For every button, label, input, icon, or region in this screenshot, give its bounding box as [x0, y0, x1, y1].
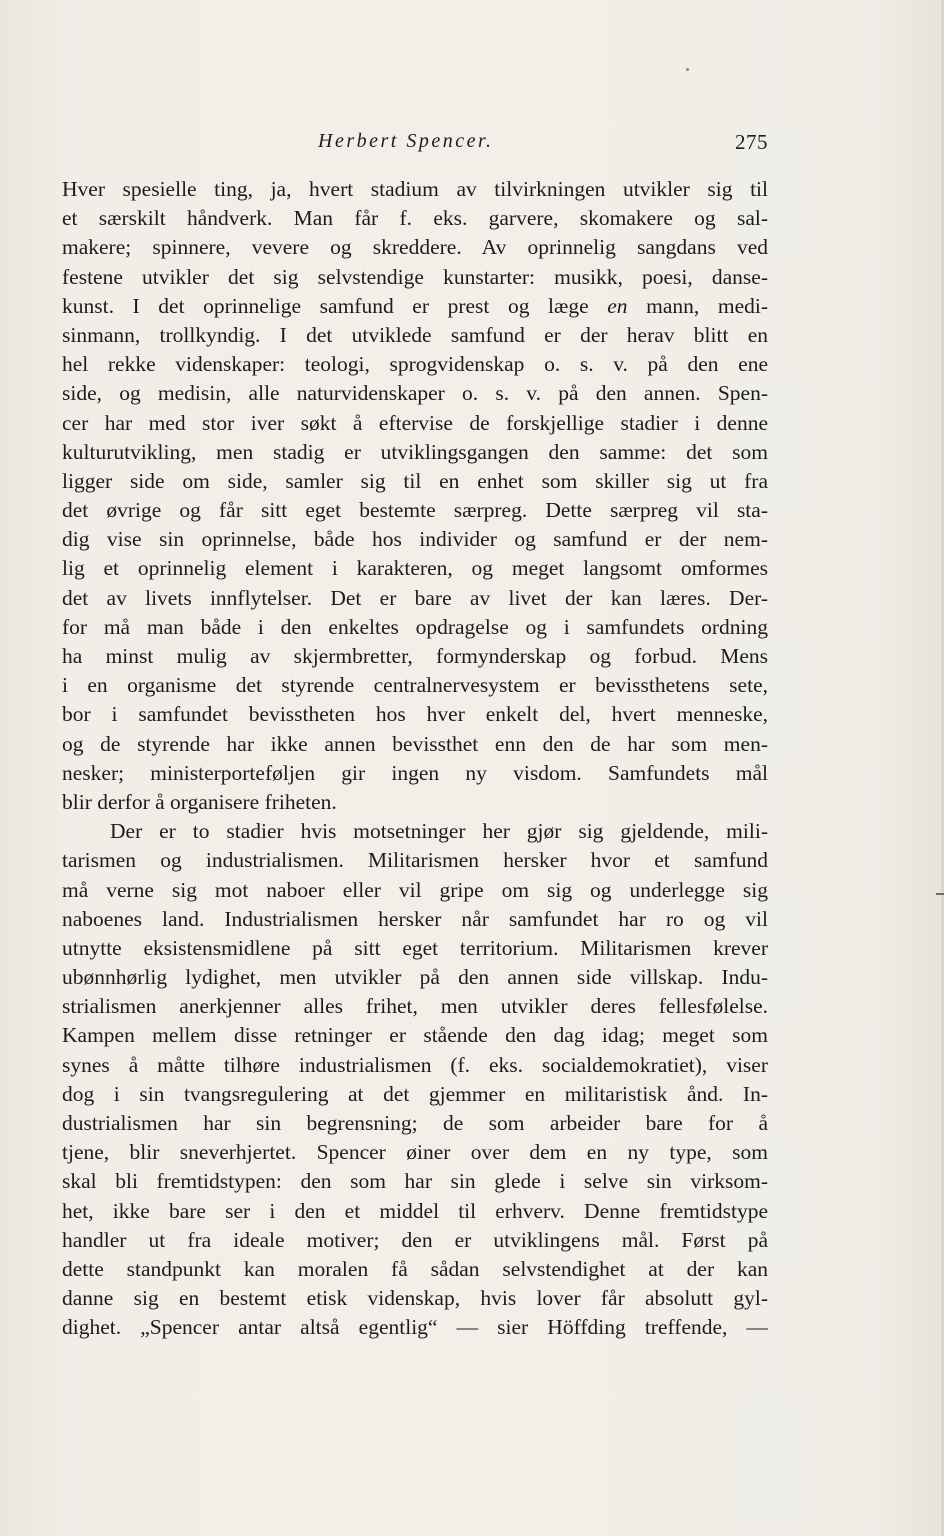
- text-line: strialismen anerkjenner alles frihet, men utvikler deres fellesfølelse.: [62, 994, 768, 1019]
- text-line: nesker; ministerporteføljen gir ingen ny visdom. Samfundets mål: [62, 760, 768, 785]
- text-line: for må man både i den enkeltes opdragelse og i samfundets ordning: [62, 614, 768, 639]
- text-line: Kampen mellem disse retninger er stående den dag idag; meget som: [62, 1023, 768, 1048]
- page-header: [62, 130, 768, 160]
- text-line: må verne sig mot naboer eller vil gripe om sig og underlegge sig: [62, 877, 768, 902]
- text-line: dighet. „Spencer antar altså egentlig“ — sier Höffding treffende, —: [62, 1315, 768, 1340]
- print-speck: [686, 68, 689, 71]
- text-line: et særskilt håndverk. Man får f. eks. garvere, skomakere og sal-: [62, 206, 768, 231]
- text-line: cer har med stor iver søkt å eftervise de forskjellige stadier i denne: [62, 410, 768, 435]
- text-line: Hver spesielle ting, ja, hvert stadium av tilvirkningen utvikler sig til: [62, 177, 768, 201]
- text-line: dog i sin tvangsregulering at det gjemmer en militaristisk ånd. In-: [62, 1081, 768, 1106]
- text-line: utnytte eksistensmidlene på sitt eget territorium. Militarismen krever: [62, 935, 768, 960]
- text-line: skal bli fremtidstypen: den som har sin glede i selve sin virksom-: [62, 1169, 768, 1194]
- text-line: i en organisme det styrende centralnervesystem er bevissthetens sete,: [62, 673, 768, 698]
- running-head: Herbert Spencer.: [318, 130, 494, 152]
- text-line: synes å måtte tilhøre industrialismen (f. eks. socialdemokratiet), viser: [62, 1052, 768, 1077]
- text-line: lig et oprinnelig element i karakteren, og meget langsomt omformes: [62, 556, 768, 581]
- text-line: dette standpunkt kan moralen få sådan selvstendighet at der kan: [62, 1256, 768, 1281]
- margin-mark: [936, 893, 944, 895]
- body-text: [62, 175, 768, 1343]
- paragraph: [62, 175, 768, 817]
- text-line: festene utvikler det sig selvstendige kunstarter: musikk, poesi, danse-: [62, 264, 768, 289]
- text-line: handler ut fra ideale motiver; den er utviklingens mål. Først på: [62, 1227, 768, 1252]
- text-line: kunst. I det oprinnelige samfund er prest og læge en mann, medi-: [62, 293, 768, 318]
- text-line: side, og medisin, alle naturvidenskaper o. s. v. på den annen. Spen-: [62, 381, 768, 406]
- text-line: hel rekke videnskaper: teologi, sprogvidenskap o. s. v. på den ene: [62, 352, 768, 377]
- text-line: kulturutvikling, men stadig er utviklingsgangen den samme: det som: [62, 439, 768, 464]
- text-line: ubønnhørlig lydighet, men utvikler på den annen side villskap. Indu-: [62, 965, 768, 990]
- text-line: het, ikke bare ser i den et middel til erhverv. Denne fremtidstype: [62, 1198, 768, 1223]
- text-line: dustrialismen har sin begrensning; de som arbeider bare for å: [62, 1111, 768, 1135]
- text-line: ligger side om side, samler sig til en enhet som skiller sig ut fra: [62, 468, 768, 493]
- text-line: og de styrende har ikke annen bevissthet enn den de har som men-: [62, 731, 768, 756]
- text-line: det øvrige og får sitt eget bestemte særpreg. Dette særpreg vil sta-: [62, 498, 768, 523]
- text-line: naboenes land. Industrialismen hersker når samfundet har ro og vil: [62, 906, 768, 931]
- text-line: tjene, blir sneverhjertet. Spencer øiner over dem en ny type, som: [62, 1140, 768, 1165]
- page-number: 275: [735, 130, 768, 154]
- text-line: blir derfor å organisere friheten.: [62, 789, 337, 814]
- text-line: danne sig en bestemt etisk videnskap, hvis lover får absolutt gyl-: [62, 1286, 768, 1311]
- text-line: tarismen og industrialismen. Militarismen hersker hvor et samfund: [62, 848, 768, 873]
- text-line: bor i samfundet bevisstheten hos hver enkelt del, hvert menneske,: [62, 702, 768, 727]
- paragraph: [62, 817, 768, 1342]
- text-line: dig vise sin oprinnelse, både hos individer og samfund er der nem-: [62, 527, 768, 552]
- text-line: det av livets innflytelser. Det er bare av livet der kan læres. Der-: [62, 585, 768, 610]
- text-line: ha minst mulig av skjermbretter, formynderskap og forbud. Mens: [62, 644, 768, 668]
- text-line: sinmann, trollkyndig. I det utviklede samfund er der herav blitt en: [62, 322, 768, 347]
- text-line: Der er to stadier hvis motsetninger her gjør sig gjeldende, mili-: [110, 819, 768, 844]
- text-line: makere; spinnere, vevere og skreddere. Av oprinnelig sangdans ved: [62, 235, 768, 260]
